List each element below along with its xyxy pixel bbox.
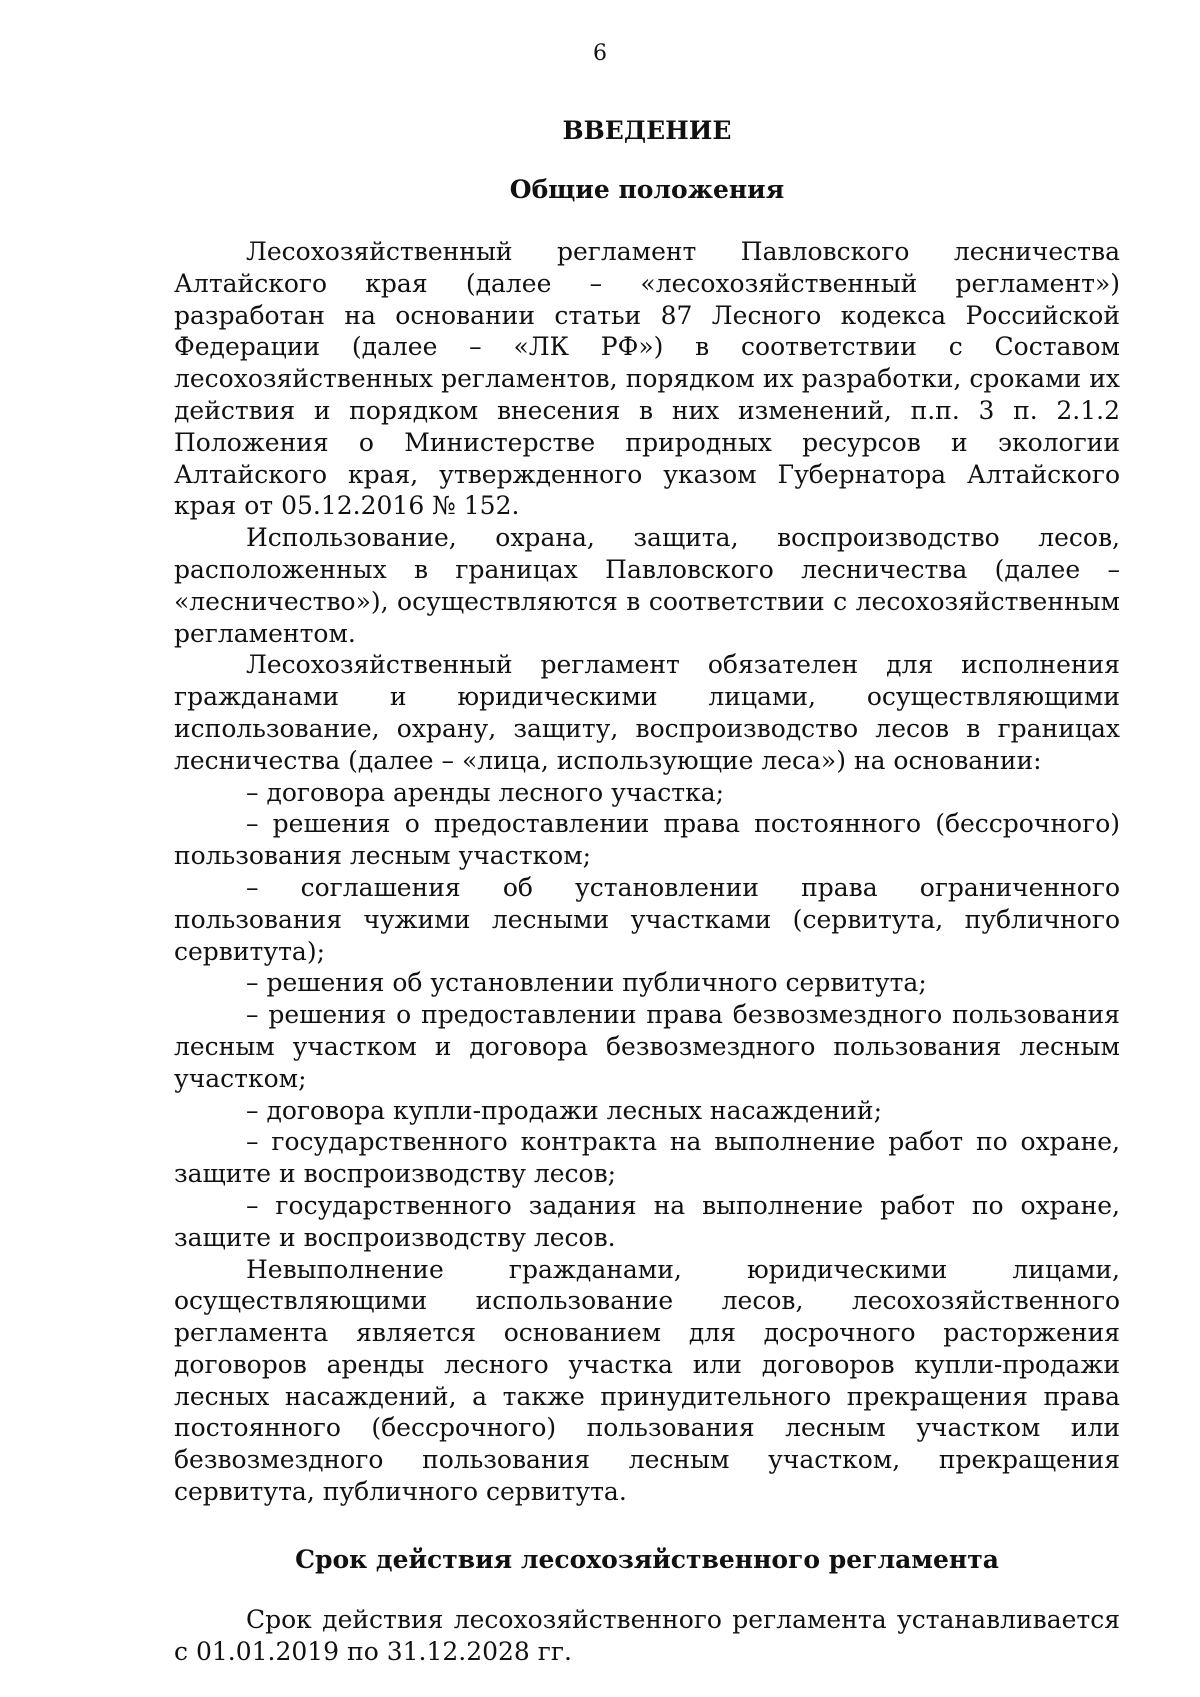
section-validity-body [174, 1604, 1120, 1668]
list-item: – договора аренды лесного участка; [246, 777, 725, 807]
list-item: – решения об установлении публичного сервитута; [246, 968, 927, 998]
page-number: 6 [593, 41, 607, 66]
section-general-body [174, 236, 1120, 1508]
document-body [174, 112, 1120, 1667]
list-item: – договора купли-продажи лесных насаждений; [246, 1095, 882, 1125]
list-item: – решения о предоставлении права постоянного (бессрочного) пользования лесным участком; [174, 809, 1120, 871]
list-item: – государственного задания на выполнение работ по охране, защите и воспроизводству лесов. [174, 1190, 1120, 1252]
document-title: ВВЕДЕНИЕ [562, 116, 732, 145]
paragraph: Лесохозяйственный регламент Павловского лесничества Алтайского края (далее – «лесохозяйственный регламент») разработан на основании статьи 87 Лесного кодекса Российской Федерации (далее – «ЛК РФ») в соответствии с Составом лесохозяйственных регламентов, порядком их разработки, сроками их действия и порядком внесения в них изменений, п.п. 3 п. 2.1.2 Положения о Министерстве природных ресурсов и экологии Алтайского края, утвержденного указом Губернатора Алтайского края от 05.12.2016 № 152. [174, 237, 1120, 521]
paragraph: Лесохозяйственный регламент обязателен для исполнения гражданами и юридическими лицами, осуществляющими использование, охрану, защиту, воспроизводство лесов в границах лесничества (далее – «лица, использующие леса») на основании: [174, 650, 1120, 775]
section-heading-general: Общие положения [509, 175, 785, 204]
list-item: – государственного контракта на выполнение работ по охране, защите и воспроизводству лесов; [174, 1127, 1120, 1189]
paragraph: Использование, охрана, защита, воспроизводство лесов, расположенных в границах Павловского лесничества (далее – «лесничество»), осуществляются в соответствии с лесохозяйственным регламентом. [174, 523, 1120, 648]
list-item: – соглашения об установлении права ограниченного пользования чужими лесными участками (сервитута, публичного сервитута); [174, 872, 1120, 966]
list-item: – решения о предоставлении права безвозмездного пользования лесным участком и договора безвозмездного пользования лесным участком; [174, 1000, 1120, 1093]
paragraph-validity: Срок действия лесохозяйственного регламента устанавливается с 01.01.2019 по 31.12.2028 гг. [174, 1604, 1120, 1666]
section-heading-validity: Срок действия лесохозяйственного регламента [295, 1544, 999, 1574]
paragraph-closing: Невыполнение гражданами, юридическими лицами, осуществляющими использование лесов, лесохозяйственного регламента является основанием для досрочного расторжения договоров аренды лесного участка или договоров купли-продажи лесных насаждений, а также принудительного прекращения права постоянного (бессрочного) пользования лесным участком или безвозмездного пользования лесным участком, прекращения сервитута, публичного сервитута. [174, 1254, 1120, 1507]
